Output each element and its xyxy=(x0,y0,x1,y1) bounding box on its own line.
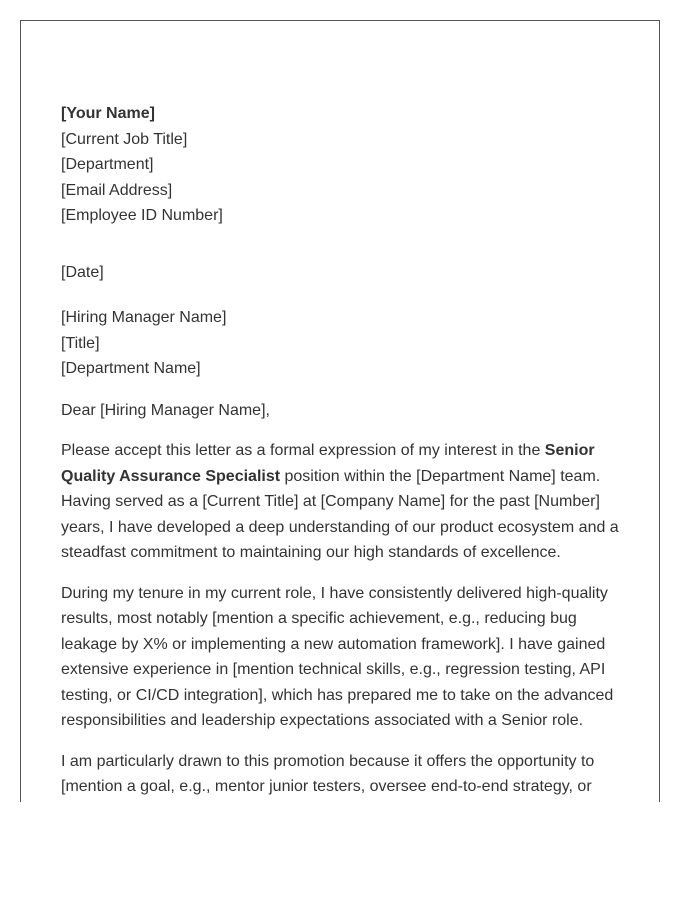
letter-date: [Date] xyxy=(61,263,104,281)
sender-department: [Department] xyxy=(61,156,154,173)
recipient-title: [Title] xyxy=(61,334,100,352)
sender-email: [Email Address] xyxy=(61,181,173,199)
spacer xyxy=(61,382,627,398)
sender-name: [Your Name] xyxy=(61,105,155,122)
body-paragraph-3: I am particularly drawn to this promotion because it offers the opportunity to [mention a goal, e.g., mentor junior testers, oversee end-to-end strategy, or xyxy=(61,752,595,795)
letter-content xyxy=(61,101,627,802)
body-paragraph-1 xyxy=(61,438,627,566)
sender-job-title: [Current Job Title] xyxy=(61,130,188,148)
body-paragraph-2: During my tenure in my current role, I have consistently delivered high-quality results, most notably [mention a specific achievement, e.g., reducing bug leakage by X% or implementing a new automation framework]. I have gained extensive experience in [mention technical skills, e.g., regression testing, API testing, or CI/CD integration], which has prepared me to take on the advanced responsibilities and leadership expectations associated with a Senior role. xyxy=(61,584,614,729)
paragraph-text: Please accept this letter as a formal expression of my interest in the xyxy=(61,442,545,459)
sender-employee-id: [Employee ID Number] xyxy=(61,207,223,224)
recipient-department: [Department Name] xyxy=(61,360,201,377)
recipient-name: [Hiring Manager Name] xyxy=(61,309,227,326)
spacer xyxy=(61,285,627,305)
position-title: Senior Quality Assurance Specialist xyxy=(61,442,595,485)
spacer xyxy=(61,229,627,260)
recipient-block xyxy=(61,305,627,382)
sender-block xyxy=(61,101,627,229)
letter-page xyxy=(20,20,660,802)
salutation: Dear [Hiring Manager Name], xyxy=(61,401,270,419)
paragraph-text: position within the [Department Name] team. Having served as a [Current Title] at [Company Name] for the past [Number] years, I have developed a deep understanding of our product ecosystem and a steadfast commitment to maintaining our high standards of excellence. xyxy=(61,467,619,561)
